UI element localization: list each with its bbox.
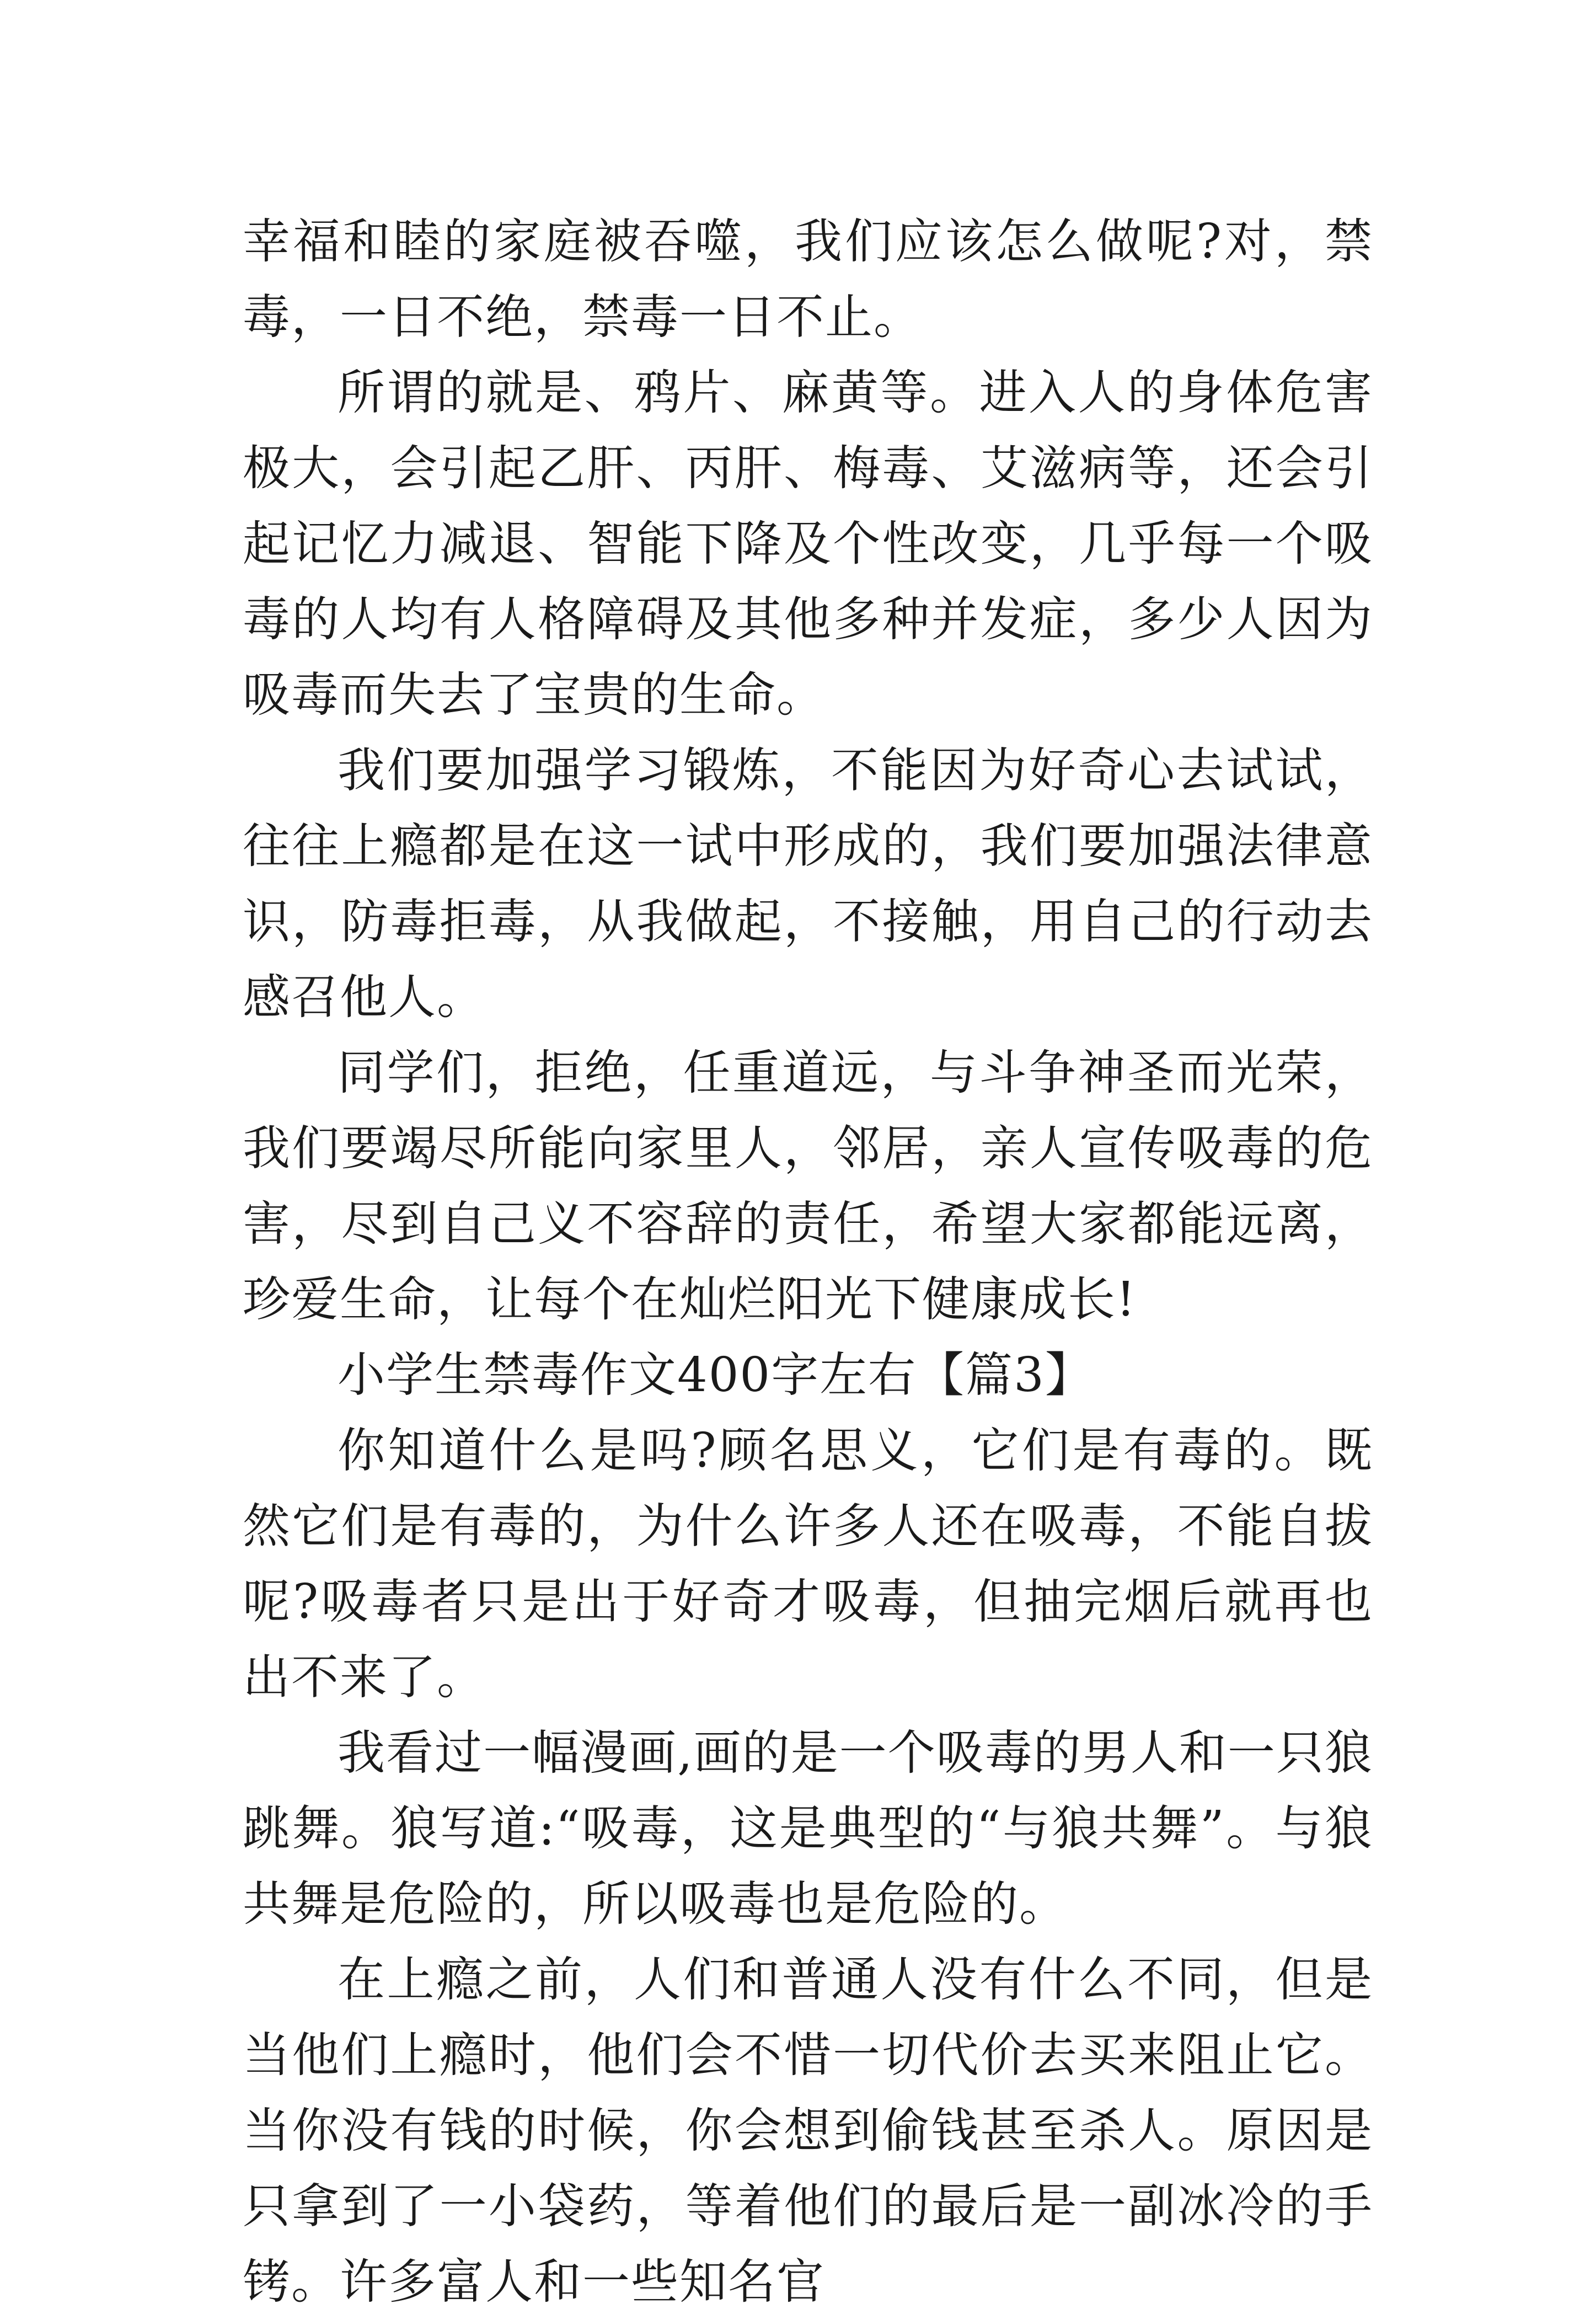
paragraph: 我们要加强学习锻炼，不能因为好奇心去试试，往往上瘾都是在这一试中形成的，我们要加强法律意识，防毒拒毒，从我做起，不接触，用自己的行动去感召他人。 [243, 743, 1373, 1025]
paragraph: 所谓的就是、鸦片、麻黄等。进入人的身体危害极大，会引起乙肝、丙肝、梅毒、艾滋病等，还会引起记忆力减退、智能下降及个性改变，几乎每一个吸毒的人均有人格障碍及其他多种并发症，多少人因为吸毒而失去了宝贵的生命。 [243, 365, 1373, 723]
paragraph: 同学们，拒绝，任重道远，与斗争神圣而光荣，我们要竭尽所能向家里人，邻居，亲人宣传吸毒的危害，尽到自己义不容辞的责任，希望大家都能远离，珍爱生命，让每个在灿烂阳光下健康成长! [243, 1045, 1373, 1327]
paragraph: 你知道什么是吗?顾名思义，它们是有毒的。既然它们是有毒的，为什么许多人还在吸毒，不能自拔呢?吸毒者只是出于好奇才吸毒，但抽完烟后就再也出不来了。 [243, 1423, 1373, 1705]
document-body [243, 204, 1373, 2320]
paragraph: 幸福和睦的家庭被吞噬，我们应该怎么做呢?对，禁毒，一日不绝，禁毒一日不止。 [243, 214, 1373, 345]
section-heading: 小学生禁毒作文400字左右【篇3】 [338, 1348, 1094, 1403]
paragraph: 我看过一幅漫画,画的是一个吸毒的男人和一只狼跳舞。狼写道:“吸毒，这是典型的“与狼共舞”。与狼共舞是危险的，所以吸毒也是危险的。 [243, 1725, 1373, 1932]
paragraph: 在上瘾之前，人们和普通人没有什么不同，但是当他们上瘾时，他们会不惜一切代价去买来阻止它。当你没有钱的时候，你会想到偷钱甚至杀人。原因是只拿到了一小袋药，等着他们的最后是一副冰冷的手铐。许多富人和一些知名官 [243, 1952, 1373, 2310]
